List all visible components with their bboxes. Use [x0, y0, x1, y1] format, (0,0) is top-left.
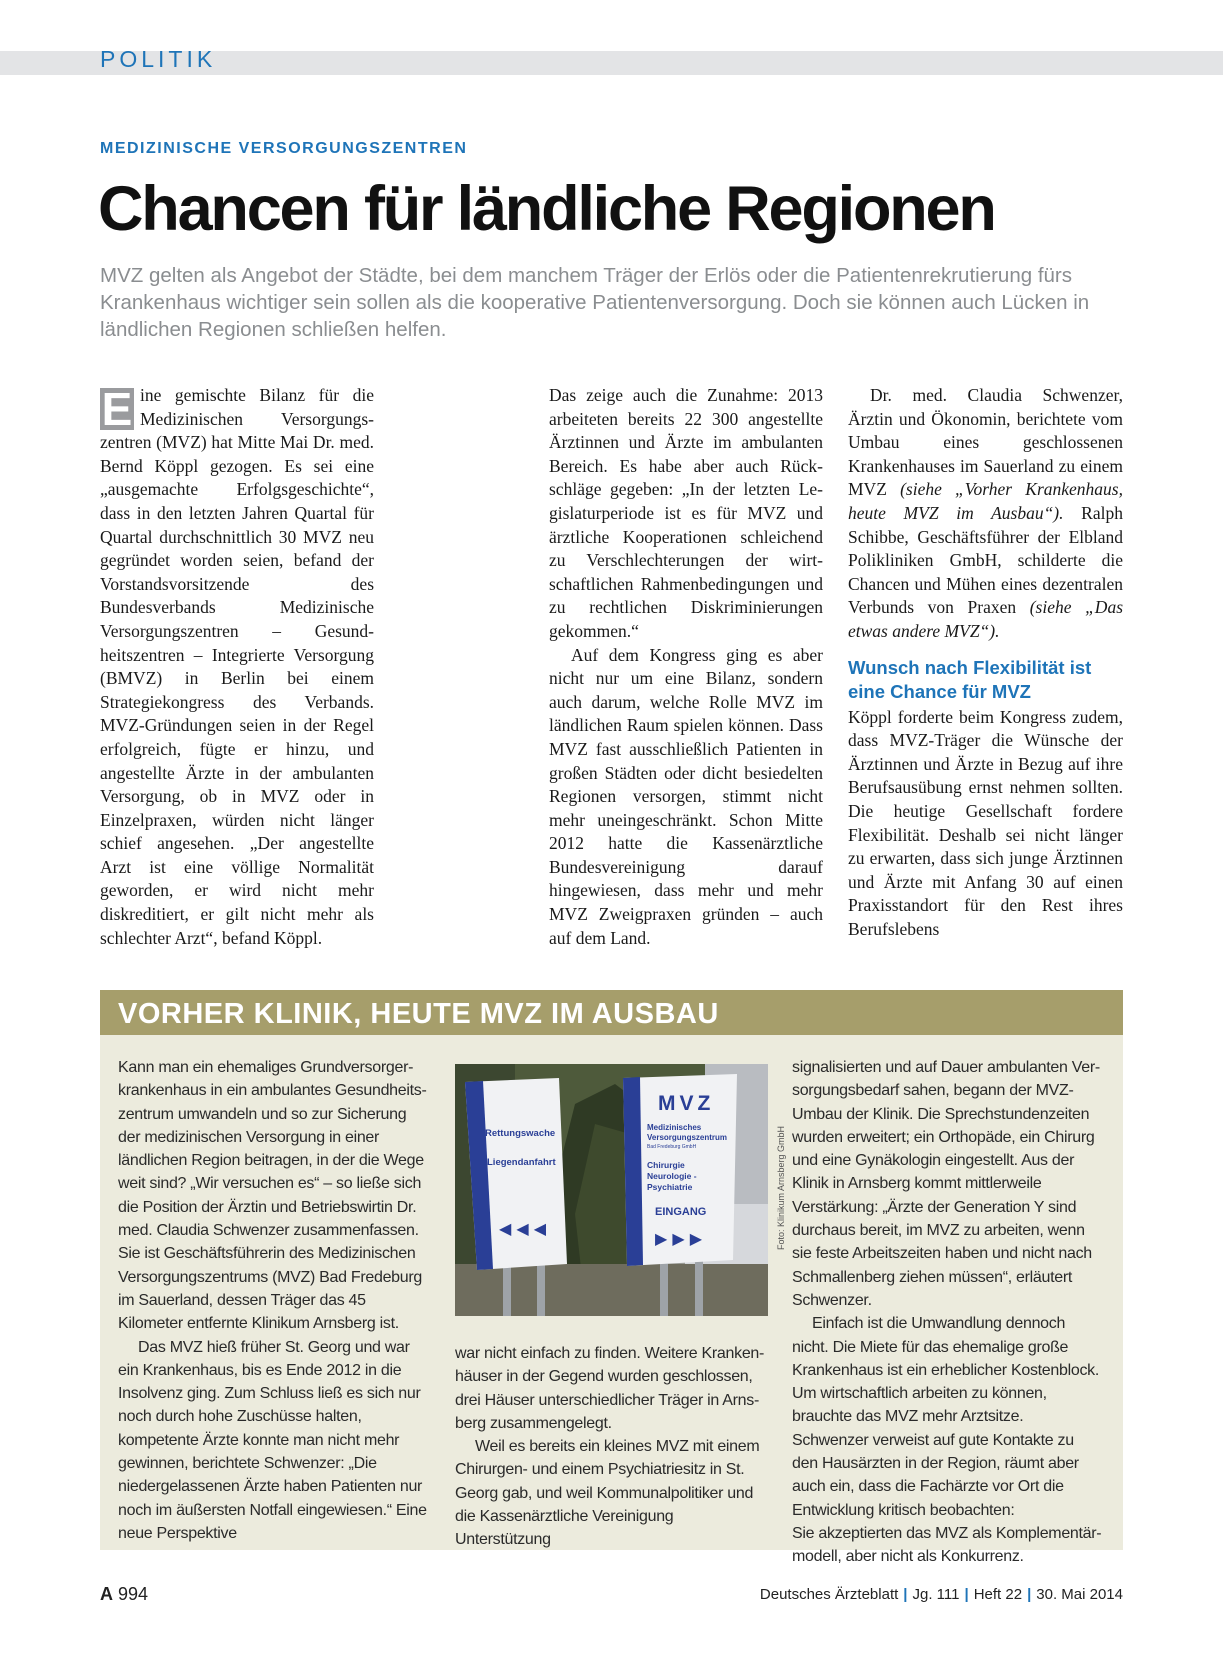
info-box-column-3 [792, 1056, 1102, 1569]
paragraph-text: Ralph Schibbe, Geschäftsführer der Elbland Polikliniken GmbH, schilderte die Chancen und Mühen eines dezentralen Verbunds von Praxen [848, 502, 1123, 618]
sign-text: Versorgungszentrum [647, 1133, 728, 1142]
volume: Jg. 111 [912, 1586, 960, 1603]
separator: | [903, 1586, 908, 1603]
paragraph: Kann man ein ehemaliges Grundversorgerkrankenhaus in ein ambulantes Gesundheitszentrum umwandeln und so zur Sicherung der medizinischen Versorgung in einer ländlichen Region beitragen, in der die Wege weit sind? „Wir versuchen es“ – so ließe sich die Position der Ärztin und Betriebswirtin Dr. med. Claudia Schwenzer zusammenfassen. Sie ist Geschäftsführerin des Medizinischen Versorgungszentrums (MVZ) Bad Fredeburg im Sauerland, dessen Träger das 45 Kilometer entfernte Klinikum Arnsberg ist. [118, 1059, 427, 1333]
paragraph-text: Dr. med. Claudia Schwenzer, Ärztin und Ökonomin, berichtete vom Umbau eines geschlossenen Krankenhauses im Sauerland zu einem MVZ [848, 385, 1123, 500]
right-arrows-icon: ▶ ▶ ▶ [655, 1229, 703, 1248]
info-box-title: VORHER KLINIK, HEUTE MVZ IM AUSBAU [118, 998, 719, 1030]
sign-text: Medizinisches [647, 1123, 702, 1132]
article-column-1 [100, 384, 374, 950]
paragraph: ine gemischte Bilanz für die Medizinischen Versorgungszentren (MVZ) hat Mitte Mai Dr. med. Bernd Köppl gezogen. Es sei eine „ausgemachte Erfolgsgeschichte“, dass in den letzten Jahren Quartal für Quartal durchschnittlich 30 MVZ neu gegründet worden seien, befand der Vorstandsvorsitzende des Bundesverbands Medizinische Versorgungszentren – Gesundheitszentren – Integrierte Versorgung (BMVZ) in Berlin bei einem Strategiekongress des Verbands. MVZ-Gründungen seien in der Regel erfolgreich, fügte er hinzu, und angestellte Ärzte in der ambulanten Versorgung, ob in MVZ oder in Einzelpraxen, würden nicht länger schief angesehen. „Der angestellte Arzt ist eine völlige Normalität geworden, er wird nicht mehr diskreditiert, er gilt nicht mehr als schlechter Arzt“, befand Köppl. [100, 385, 374, 948]
separator: | [964, 1586, 969, 1603]
sign-left [465, 1078, 567, 1270]
photo-credit-text: Foto: Klinikum Arnsberg GmbH [776, 1125, 786, 1251]
article-kicker: MEDIZINISCHE VERSORGUNGSZENTREN [100, 140, 468, 157]
sign-text: Bad Fredeburg GmbH [647, 1144, 697, 1150]
article-lead: MVZ gelten als Angebot der Städte, bei dem manchem Träger der Erlös oder die Patientenrekrutierung fürs Krankenhaus wichtiger sein sollen als die kooperative Patientenversorgung. Doch sie können auch Lücken in ländlichen Regionen schließen helfen. [100, 264, 1090, 341]
sign-text: Rettungswache [485, 1128, 556, 1139]
cross-reference: (siehe „Vorher Krankenhaus, heute MVZ im Ausbau“). [848, 479, 1123, 523]
sign-title: MVZ [658, 1092, 715, 1115]
page-prefix: A [100, 1584, 113, 1604]
section-label: POLITIK [100, 46, 217, 72]
article-column-2 [549, 384, 823, 950]
paragraph [848, 384, 1123, 644]
left-arrows-icon: ◀ ◀ ◀ [499, 1219, 547, 1238]
sign-right [623, 1074, 737, 1266]
article-column-3 [848, 384, 1123, 941]
separator: | [1027, 1586, 1032, 1603]
paragraph: war nicht einfach zu finden. Weitere Krankenhäuser in der Gegend wurden geschlossen, drei Häuser unterschiedlicher Träger in Arnsberg zusammengelegt. [455, 1345, 765, 1432]
issue-date: 30. Mai 2014 [1036, 1586, 1123, 1603]
paragraph: Einfach ist die Umwandlung dennoch nicht. Die Miete für das ehemalige große Krankenhaus ist ein erheblicher Kostenblock. Um wirtschaftlich arbeiten zu können, brauchte das MVZ mehr Arztsitze. Schwenzer verweist auf gute Kontakte zu den Hausärzten in der Region, räumt aber auch ein, dass die Fachärzte vor Ort die Entwicklung kritisch beobachten: [792, 1315, 1099, 1519]
issue: Heft 22 [973, 1586, 1023, 1603]
signage-photo [455, 1064, 768, 1316]
info-box-column-1 [118, 1056, 428, 1545]
paragraph: Das zeige auch die Zunahme: 2013 arbeiteten bereits 22 300 angestellte Ärztinnen und Ärzte im ambulanten Bereich. Es habe aber auch Rückschläge gegeben: „In der letzten Legislaturperiode ist es für MVZ und ärztliche Kooperationen schleichend zu Verschlechterungen der wirtschaftlichen Rahmenbedingungen und zu rechtlichen Diskriminierungen gekommen.“ [549, 385, 823, 641]
paragraph: signalisierten und auf Dauer ambulanten Versorgungsbedarf sahen, begann der MVZ-Umbau der Klinik. Die Sprechstundenzeiten wurden erweitert; ein Orthopäde, ein Chirurg und eine Gynäkologin eingestellt. Aus der Klinik in Arnsberg kommt mittlerweile Verstärkung: „Ärzte der Generation Y sind durchaus bereit, im MVZ zu arbeiten, wenn sie feste Arbeitszeiten haben und nicht nach Schmallenberg ziehen müssen“, erläutert Schwenzer. [792, 1059, 1101, 1309]
drop-cap: E [101, 383, 133, 435]
cross-reference: (siehe „Das etwas andere MVZ“). [848, 597, 1124, 641]
page-number [100, 1584, 148, 1605]
paragraph: Weil es bereits ein kleines MVZ mit einem Chirurgen- und einem Psychiatriesitz in St. Georg gab, und weil Kommunalpolitiker und die Kassenärztliche Vereinigung Unterstützung [455, 1438, 760, 1549]
sign-text: EINGANG [655, 1206, 707, 1218]
photo-credit [773, 1064, 787, 1316]
paragraph: Das MVZ hieß früher St. Georg und war ein Krankenhaus, bis es Ende 2012 in die Insolvenz ging. Zum Schluss ließ es sich nur noch durch hohe Zuschüsse halten, kompetente Ärzte konnte man nicht mehr gewinnen, berichtete Schwenzer: „Die niedergelassenen Ärzte haben Patienten nur noch im äußersten Notfall eingewiesen.“ Eine neue Perspektive [118, 1338, 427, 1542]
paragraph: Auf dem Kongress ging es aber nicht nur um eine Bilanz, sondern auch darum, welche Rolle MVZ im ländlichen Raum spielen können. Dass MVZ fast ausschließlich Patienten in großen Städten oder dicht besiedelten Regionen versorgen, stimmt nicht mehr uneingeschränkt. Schon Mitte 2012 hatte die Kassenärztliche Bundesvereinigung darauf hingewiesen, dass mehr und mehr MVZ Zweigpraxen gründen – auch auf dem Land. [549, 644, 823, 948]
paragraph: Köppl forderte beim Kongress zudem, dass MVZ-Träger die Wünsche der Ärztinnen und Ärzte in Bezug auf ihre Berufsausübung ernst nehmen sollten. Die heutige Gesellschaft fordere Flexibilität. Deshalb sei nicht länger zu erwarten, dass sich junge Ärztinnen und Ärzte mit Anfang 30 auf einen Praxisstandort für den Rest ihres Berufslebens [848, 706, 1123, 939]
info-box-column-2 [455, 1342, 765, 1552]
footer-citation [760, 1586, 1123, 1603]
article-headline: Chancen für ländliche Regionen [98, 174, 995, 244]
subheading: Wunsch nach Flexibilität ist eine Chance für MVZ [848, 656, 1092, 702]
sign-text: Neurologie - [647, 1171, 697, 1181]
journal-name: Deutsches Ärzteblatt [759, 1586, 899, 1603]
page-number-value: 994 [118, 1584, 149, 1604]
sign-text: Chirurgie [647, 1160, 685, 1170]
paragraph: Sie akzeptierten das MVZ als Komplementärmodell, aber nicht als Konkurrenz. [792, 1524, 1102, 1566]
sign-text: Liegendanfahrt [487, 1157, 556, 1168]
sign-text: Psychiatrie [647, 1182, 693, 1192]
